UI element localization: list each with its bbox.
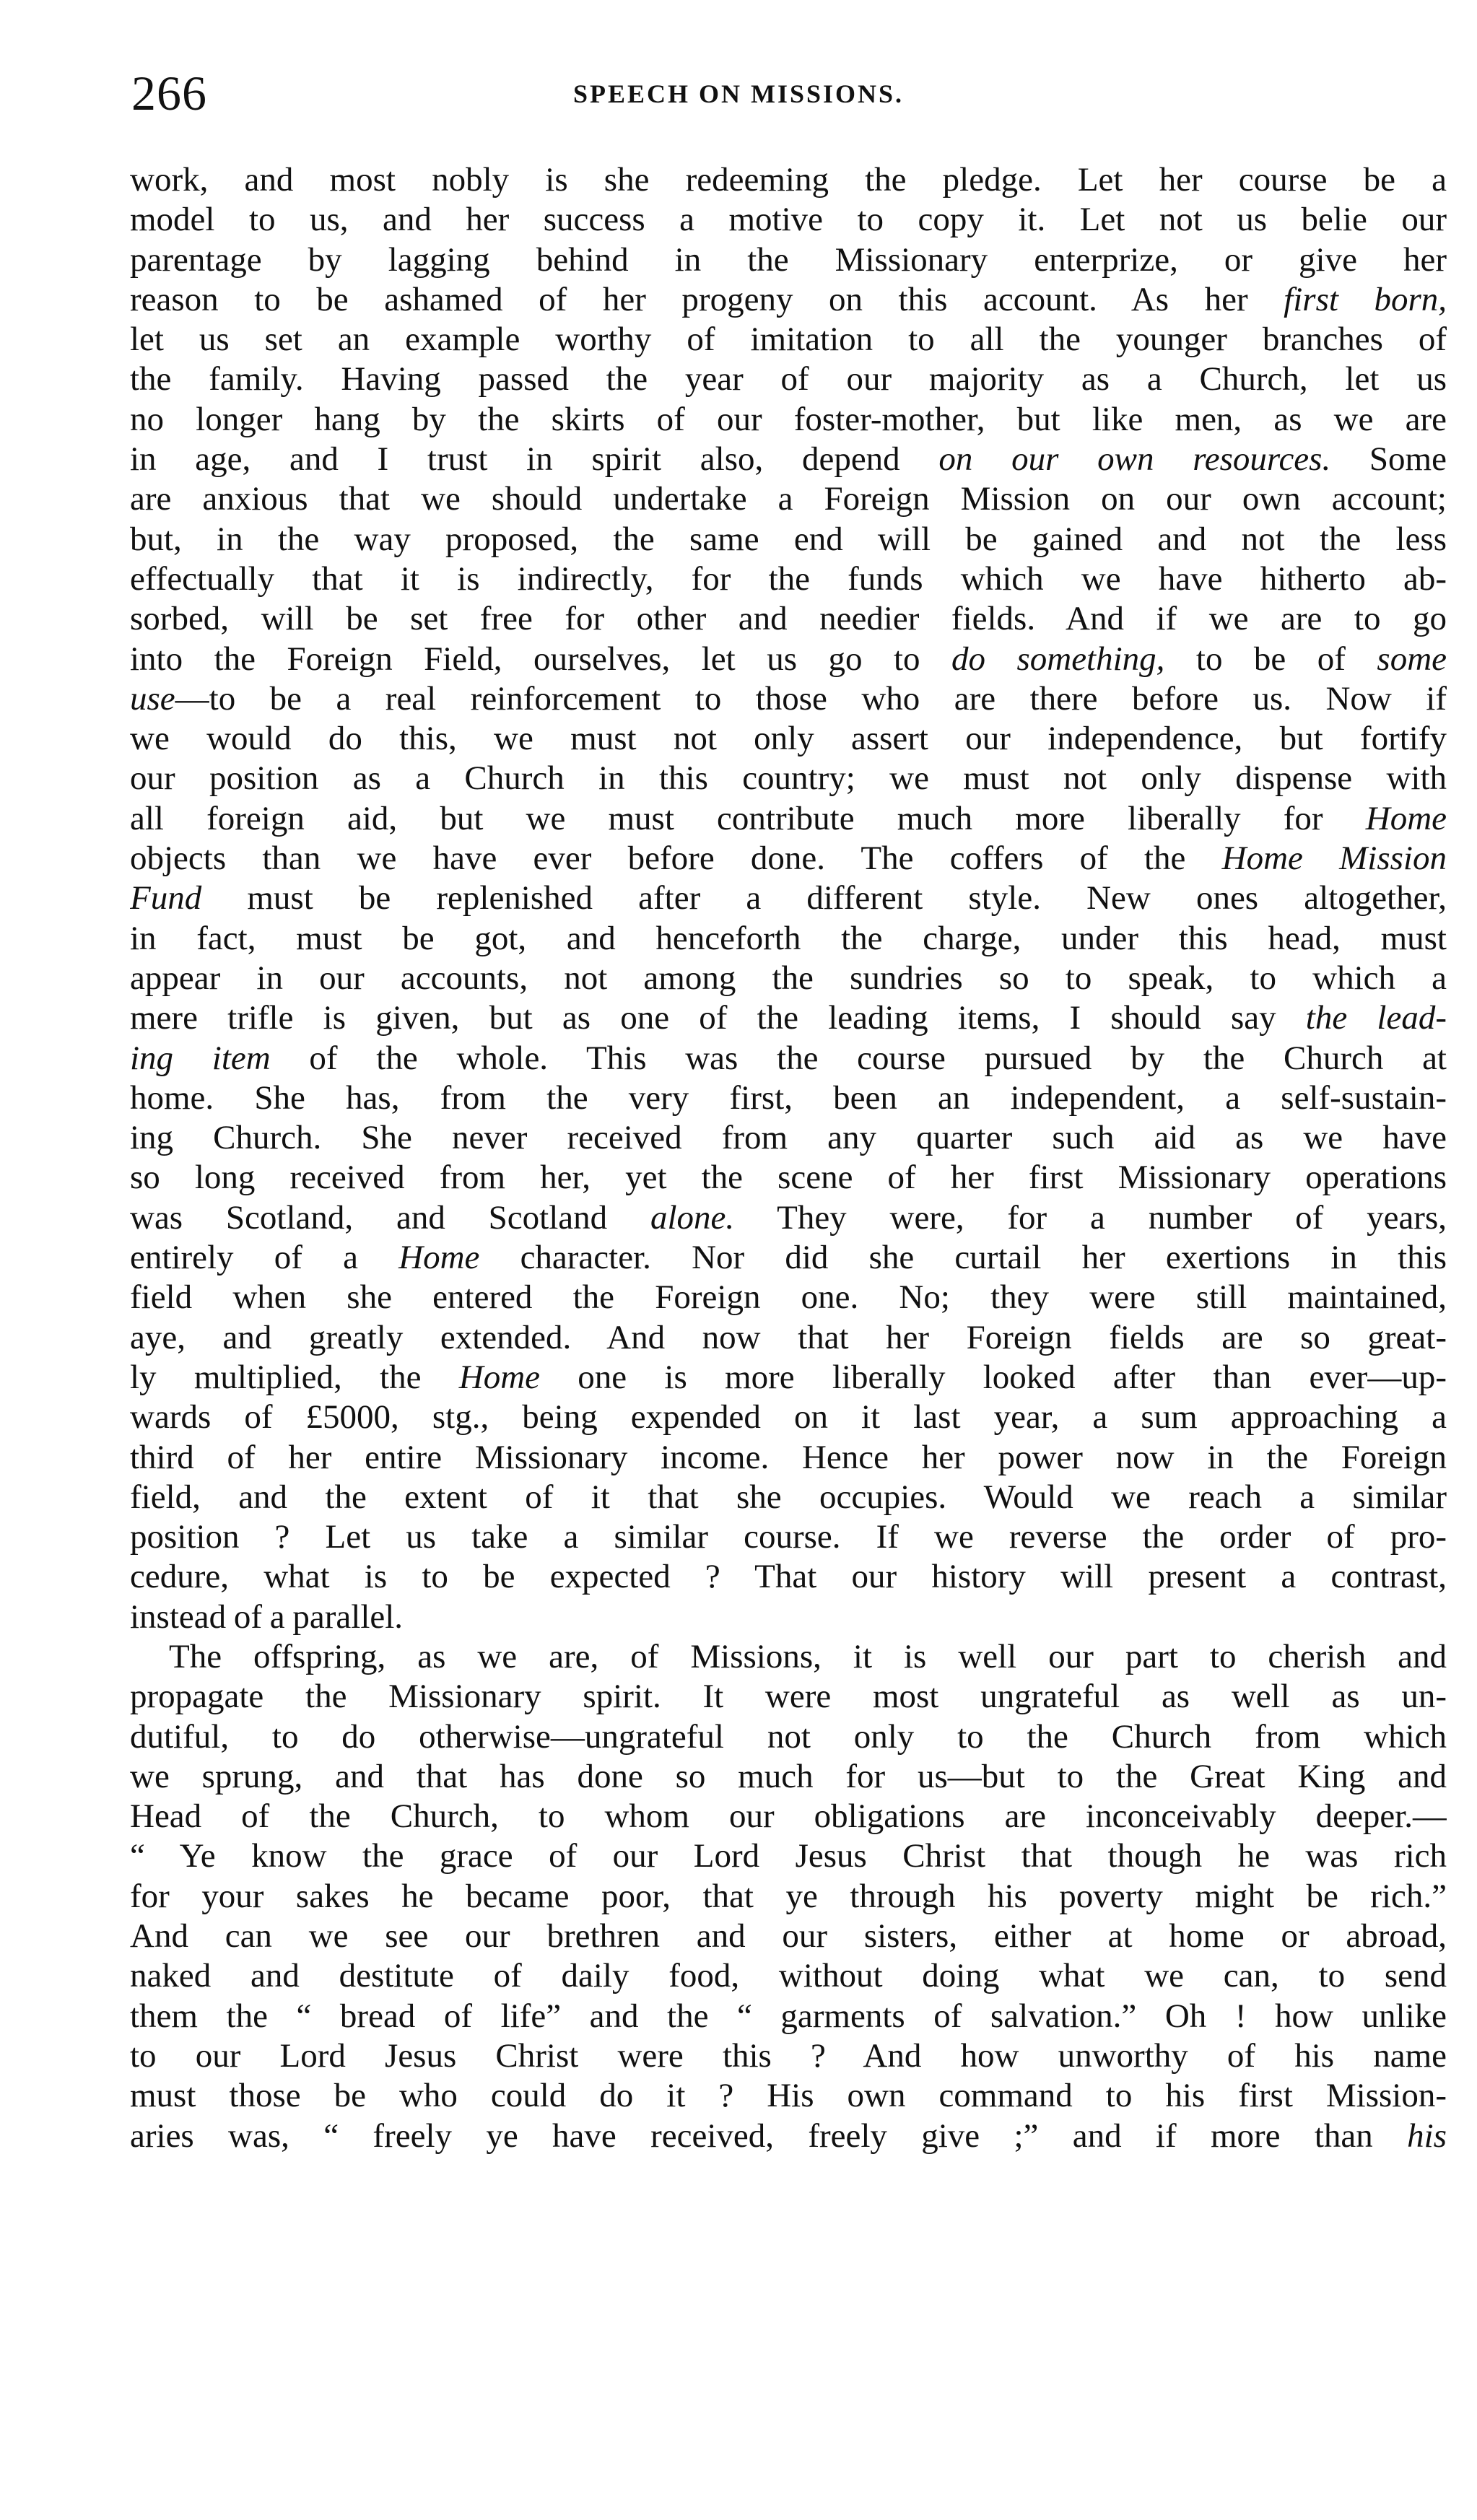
text-line: Head of the Church, to whom our obligations are inconceivably deeper.— [130, 1797, 1447, 1836]
italic-phrase: Fund [130, 879, 202, 917]
italic-phrase: on our own resources. [938, 440, 1331, 479]
text-line: effectually that it is indirectly, for the funds which we have hitherto ab- [130, 559, 1447, 598]
italic-phrase: Home [458, 1358, 540, 1396]
italic-phrase: Home Mission [1221, 840, 1447, 878]
text-line: our position as a Church in this country; we must not only dispense with [130, 759, 1447, 798]
text-line: The offspring, as we are, of Missions, it is well our part to cherish and [169, 1637, 1447, 1675]
text-line: parentage by lagging behind in the Missionary enterprize, or give her [130, 240, 1447, 279]
text-line: ing item of the whole. This was the course pursued by the Church at [130, 1039, 1447, 1077]
text-line: instead of a parallel. [130, 1597, 404, 1636]
text-line: so long received from her, yet the scene of her first Missionary operations [130, 1159, 1447, 1197]
text-line: was Scotland, and Scotland alone. They were, for a number of years, [130, 1198, 1447, 1237]
running-head: SPEECH ON MISSIONS. [572, 79, 905, 108]
text-line: are anxious that we should undertake a Foreign Mission on our own account; [130, 480, 1447, 518]
italic-phrase: ing item [130, 1039, 271, 1077]
text-line: And can we see our brethren and our sisters, either at home or abroad, [130, 1917, 1447, 1956]
text-line: propagate the Missionary spirit. It were most ungrateful as well as un- [130, 1678, 1447, 1716]
text-line: for your sakes he became poor, that ye through his poverty might be rich.” [130, 1877, 1447, 1915]
page-header [0, 0, 1477, 144]
text-line: home. She has, from the very first, been an independent, a self-sustain- [130, 1078, 1447, 1117]
italic-phrase: do something, [951, 640, 1165, 678]
italic-phrase: use [130, 679, 175, 718]
text-line: in fact, must be got, and henceforth the charge, under this head, must [130, 919, 1447, 957]
text-line: model to us, and her success a motive to copy it. Let not us belie our [130, 201, 1447, 239]
italic-phrase: Home [398, 1239, 480, 1277]
italic-phrase: his [1407, 2116, 1447, 2155]
text-line: but, in the way proposed, the same end will be gained and not the less [130, 520, 1447, 558]
italic-phrase: the lead- [1305, 999, 1447, 1037]
italic-phrase: alone. [650, 1198, 735, 1237]
text-line: aries was, “ freely ye have received, freely give ;” and if more than his [130, 2116, 1447, 2155]
text-line: reason to be ashamed of her progeny on this account. As her first born, [130, 280, 1447, 318]
text-line: ing Church. She never received from any quarter such aid as we have [130, 1119, 1447, 1157]
text-line: cedure, what is to be expected ? That our history will present a contrast, [130, 1558, 1447, 1596]
text-line: field when she entered the Foreign one. No; they were still maintained, [130, 1278, 1447, 1317]
text-line: must those be who could do it ? His own command to his first Mission- [130, 2077, 1447, 2115]
text-line: position ? Let us take a similar course. If we reverse the order of pro- [130, 1518, 1447, 1556]
text-line: into the Foreign Field, ourselves, let us go to do something, to be of some [130, 640, 1447, 678]
text-line: no longer hang by the skirts of our foster-mother, but like men, as we are [130, 400, 1447, 438]
text-line: work, and most nobly is she redeeming the pledge. Let her course be a [130, 161, 1447, 199]
text-line: mere trifle is given, but as one of the leading items, I should say the lead- [130, 999, 1447, 1037]
italic-phrase: some [1377, 640, 1447, 678]
text-line: wards of £5000, stg., being expended on it last year, a sum approaching a [130, 1398, 1447, 1436]
text-line: to our Lord Jesus Christ were this ? And how unworthy of his name [130, 2036, 1447, 2075]
text-line: entirely of a Home character. Nor did she curtail her exertions in this [130, 1239, 1447, 1277]
text-line: all foreign aid, but we must contribute much more liberally for Home [130, 799, 1447, 837]
text-line: them the “ bread of life” and the “ garments of salvation.” Oh ! how unlike [130, 1997, 1447, 2035]
text-line: the family. Having passed the year of our majority as a Church, let us [130, 360, 1447, 398]
text-line: use—to be a real reinforcement to those who are there before us. Now if [130, 679, 1447, 718]
text-line: we sprung, and that has done so much for us—but to the Great King and [130, 1757, 1447, 1795]
text-line: aye, and greatly extended. And now that her Foreign fields are so great- [130, 1318, 1447, 1356]
text-line: field, and the extent of it that she occupies. Would we reach a similar [130, 1478, 1447, 1516]
text-line: in age, and I trust in spirit also, depend on our own resources. Some [130, 440, 1447, 479]
body-text [130, 160, 1447, 2156]
text-line: third of her entire Missionary income. Hence her power now in the Foreign [130, 1438, 1447, 1476]
text-line: appear in our accounts, not among the sundries so to speak, to which a [130, 959, 1447, 997]
text-line: ly multiplied, the Home one is more liberally looked after than ever—up- [130, 1358, 1447, 1396]
text-line: Fund must be replenished after a different style. New ones altogether, [130, 879, 1447, 917]
page-number: 266 [131, 66, 207, 121]
text-line: let us set an example worthy of imitation to all the younger branches of [130, 321, 1447, 359]
text-line: naked and destitute of daily food, without doing what we can, to send [130, 1957, 1447, 1995]
text-line: sorbed, will be set free for other and needier fields. And if we are to go [130, 600, 1447, 638]
text-line: we would do this, we must not only assert our independence, but fortify [130, 720, 1447, 758]
text-line: “ Ye know the grace of our Lord Jesus Christ that though he was rich [130, 1837, 1447, 1875]
italic-phrase: first born, [1284, 280, 1447, 318]
italic-phrase: Home [1365, 799, 1447, 837]
text-line: dutiful, to do otherwise—ungrateful not only to the Church from which [130, 1717, 1447, 1756]
text-line: objects than we have ever before done. The coffers of the Home Mission [130, 840, 1447, 878]
